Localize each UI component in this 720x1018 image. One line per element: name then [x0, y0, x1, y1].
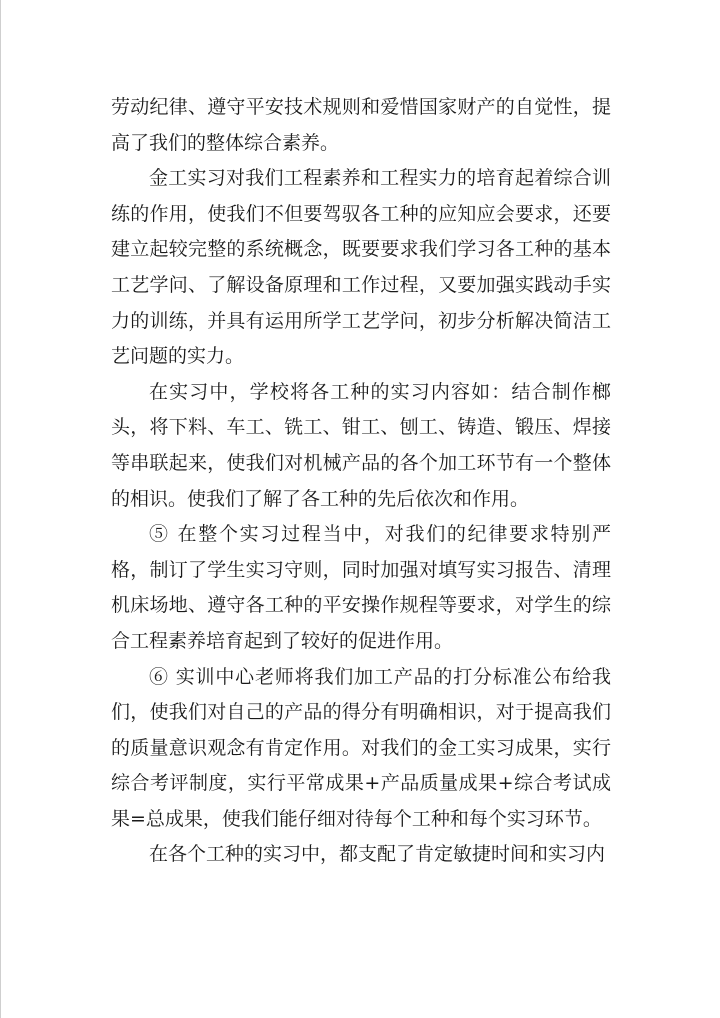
paragraph-scoring: ⑥ 实训中心老师将我们加工产品的打分标准公布给我们，使我们对自己的产品的得分有明确相识，对于提高我们的质量意识观念有肯定作用。对我们的金工实习成果，实行综合考评制度，实行平常成果+产品质量成果+综合考试成果=总成果，使我们能仔细对待每个工种和每个实习环节。 [111, 665, 611, 830]
paragraph-time-allocation: 在各个工种的实习中，都支配了肯定敏捷时间和实习内 [149, 843, 606, 866]
paragraph-metalwork-training: 金工实习对我们工程素养和工程实力的培育起着综合训练的作用，使我们不但要驾驭各工种的应知应会要求，还要建立起较完整的系统概念，既要要求我们学习各工种的基本工艺学问、了解设备原理和工作过程，又要加强实践动手实力的训练，并具有运用所学工艺学问，初步分析解决简洁工艺问题的实力。 [111, 167, 611, 368]
paragraph-practice-content: 在实习中，学校将各工种的实习内容如：结合制作榔头，将下料、车工、铣工、钳工、刨工、铸造、锻压、焊接等串联起来，使我们对机械产品的各个加工环节有一个整体的相识。使我们了解了各工种的先后依次和作用。 [111, 380, 611, 510]
document-body [111, 90, 611, 873]
paragraph-discipline: ⑤ 在整个实习过程当中，对我们的纪律要求特别严格，制订了学生实习守则，同时加强对填写实习报告、清理机床场地、遵守各工种的平安操作规程等要求，对学生的综合工程素养培育起到了较好的促进作用。 [111, 523, 611, 652]
paragraph-continuation: 劳动纪律、遵守平安技术规则和爱惜国家财产的自觉性，提高了我们的整体综合素养。 [111, 96, 611, 154]
